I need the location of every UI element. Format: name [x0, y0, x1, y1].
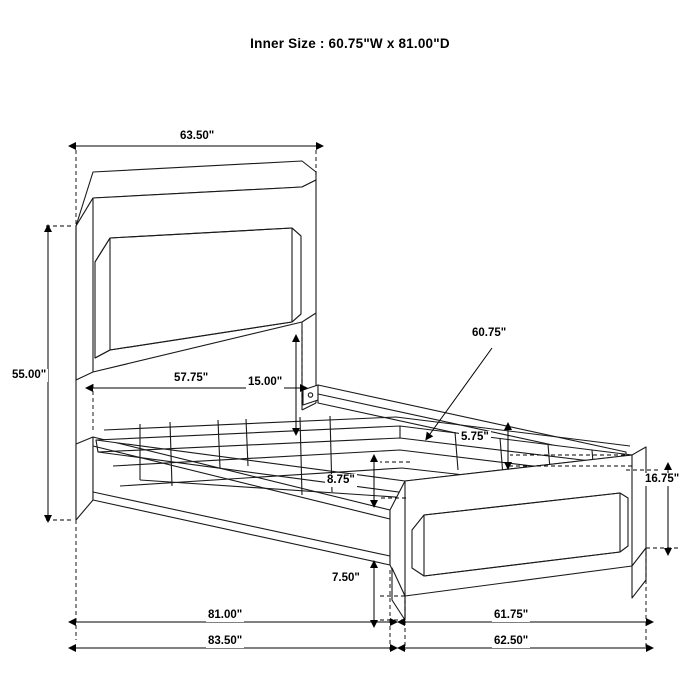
page-title: Inner Size : 60.75"W x 81.00"D [250, 36, 450, 51]
dim-footboard-height: 16.75" [645, 473, 680, 485]
dim-floor-clearance: 7.50" [332, 572, 360, 584]
dim-slat-clearance: 8.75" [327, 474, 355, 486]
dim-side-rail-height: 5.75" [461, 431, 489, 443]
dim-headboard-inner-width: 57.75" [174, 372, 209, 384]
dim-headboard-clearance: 15.00" [248, 376, 283, 388]
dim-footboard-depth: 61.75" [494, 609, 529, 621]
dim-slat-span: 60.75" [472, 327, 507, 339]
dim-mattress-length: 81.00" [208, 609, 243, 621]
dim-overall-length: 83.50" [208, 635, 243, 647]
dim-headboard-width: 63.50" [180, 130, 215, 142]
dim-overall-depth: 62.50" [494, 635, 529, 647]
bed-outline [76, 161, 646, 620]
dim-overall-height: 55.00" [12, 369, 47, 381]
